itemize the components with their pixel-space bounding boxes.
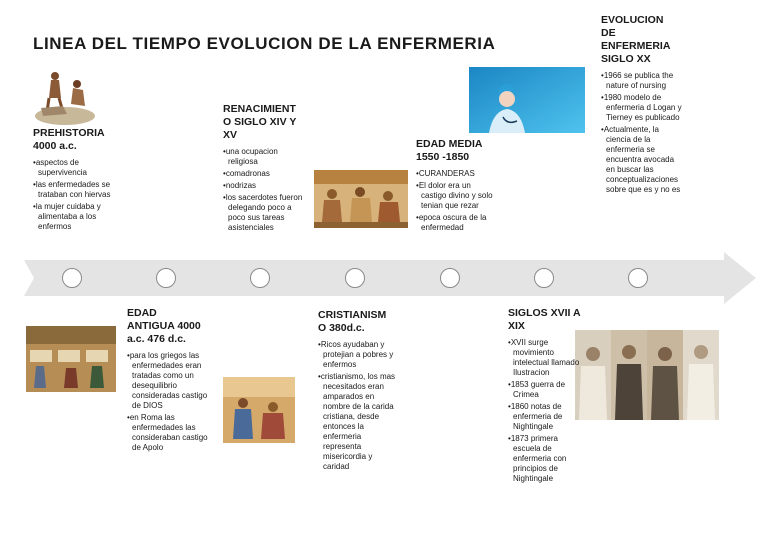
- period-heading: RENACIMIENT O SIGLO XIV Y XV: [223, 103, 297, 141]
- period-bullets: [223, 147, 303, 233]
- bullet-item: • 1966 se publica the nature of nursing: [601, 71, 683, 91]
- bullet-item: • 1980 modelo de enfermeria d Logan y Tierney es publicado: [601, 93, 683, 123]
- period-edad-media: [416, 138, 494, 235]
- timeline-marker: [250, 268, 270, 288]
- period-bullets: [416, 169, 494, 233]
- period-bullets: [33, 158, 113, 232]
- bullet-item: • nodrizas: [223, 181, 303, 191]
- bullet-item: • para los griegos las enfermedades eran tratadas como un desequilibrio consideradas castigo de DIOS: [127, 351, 211, 411]
- period-siglos-xvii-xix: [508, 307, 580, 486]
- modern-nurse-photo: [469, 67, 585, 133]
- bullet-item: • CURANDERAS: [416, 169, 494, 179]
- period-heading: CRISTIANISM O 380d.c.: [318, 309, 387, 334]
- ancient-hospital-painting: [26, 326, 116, 392]
- period-bullets: [318, 340, 398, 472]
- bullet-item: • 1860 notas de enfermeria de Nightingale: [508, 402, 580, 432]
- prehistory-illustration: [33, 62, 97, 126]
- period-heading: EDAD ANTIGUA 4000 a.c. 476 d.c.: [127, 307, 201, 345]
- bullet-item: • 1873 primera escuela de enfermeria con principios de Nightingale: [508, 434, 580, 484]
- timeline-marker: [345, 268, 365, 288]
- timeline-arrow: [24, 252, 764, 310]
- timeline-marker: [440, 268, 460, 288]
- bullet-item: • la mujer cuidaba y alimentaba a los enfermos: [33, 202, 113, 232]
- timeline-marker: [62, 268, 82, 288]
- period-heading: PREHISTORIA 4000 a.c.: [33, 127, 105, 152]
- period-siglo-xx: [601, 14, 683, 197]
- bullet-item: • aspectos de supervivencia: [33, 158, 113, 178]
- period-bullets: [601, 71, 683, 195]
- bullet-item: • 1853 guerra de Crimea: [508, 380, 580, 400]
- bullet-item: • una ocupacion religiosa: [223, 147, 303, 167]
- period-renacimiento: [223, 103, 303, 235]
- period-prehistoria: [33, 127, 113, 234]
- period-edad-antigua: [127, 307, 211, 455]
- bullet-item: • XVII surge movimiento intelectual llamado Ilustracion: [508, 338, 580, 378]
- christian-era-painting: [223, 377, 295, 443]
- bullet-item: • Actualmente, la ciencia de la enfermeria se encuentra avocada en buscar las conceptualizaciones sobre que es y no es: [601, 125, 683, 195]
- bullet-item: • epoca oscura de la enfermedad: [416, 213, 494, 233]
- bullet-item: • los sacerdotes fueron delegando poco a poco sus tareas asistenciales: [223, 193, 303, 233]
- bullet-item: • en Roma las enfermedades las consideraban castigo de Apolo: [127, 413, 211, 453]
- bullet-item: • comadronas: [223, 169, 303, 179]
- page-title: LINEA DEL TIEMPO EVOLUCION DE LA ENFERMERIA: [33, 34, 496, 53]
- bullet-item: • cristianismo, los mas necesitados eran amparados en nombre de la carida cristiana, desde entonces la enfermeria representa misericordia y caridad: [318, 372, 398, 472]
- period-cristianismo: [318, 309, 398, 474]
- period-heading: SIGLOS XVII A XIX: [508, 307, 581, 332]
- bullet-item: • las enfermedades se trataban con hiervas: [33, 180, 113, 200]
- timeline-marker: [628, 268, 648, 288]
- period-heading: EDAD MEDIA 1550 -1850: [416, 138, 483, 163]
- period-bullets: [127, 351, 211, 453]
- renaissance-painting: [314, 170, 408, 228]
- bullet-item: • Ricos ayudaban y protejian a pobres y enfermos: [318, 340, 398, 370]
- bullet-item: • El dolor era un castigo divino y solo tenian que rezar: [416, 181, 494, 211]
- period-heading: EVOLUCION DE ENFERMERIA SIGLO XX: [601, 14, 671, 65]
- period-bullets: [508, 338, 580, 484]
- nightingale-era-nurses-photo: [575, 330, 719, 420]
- timeline-marker: [156, 268, 176, 288]
- timeline-marker: [534, 268, 554, 288]
